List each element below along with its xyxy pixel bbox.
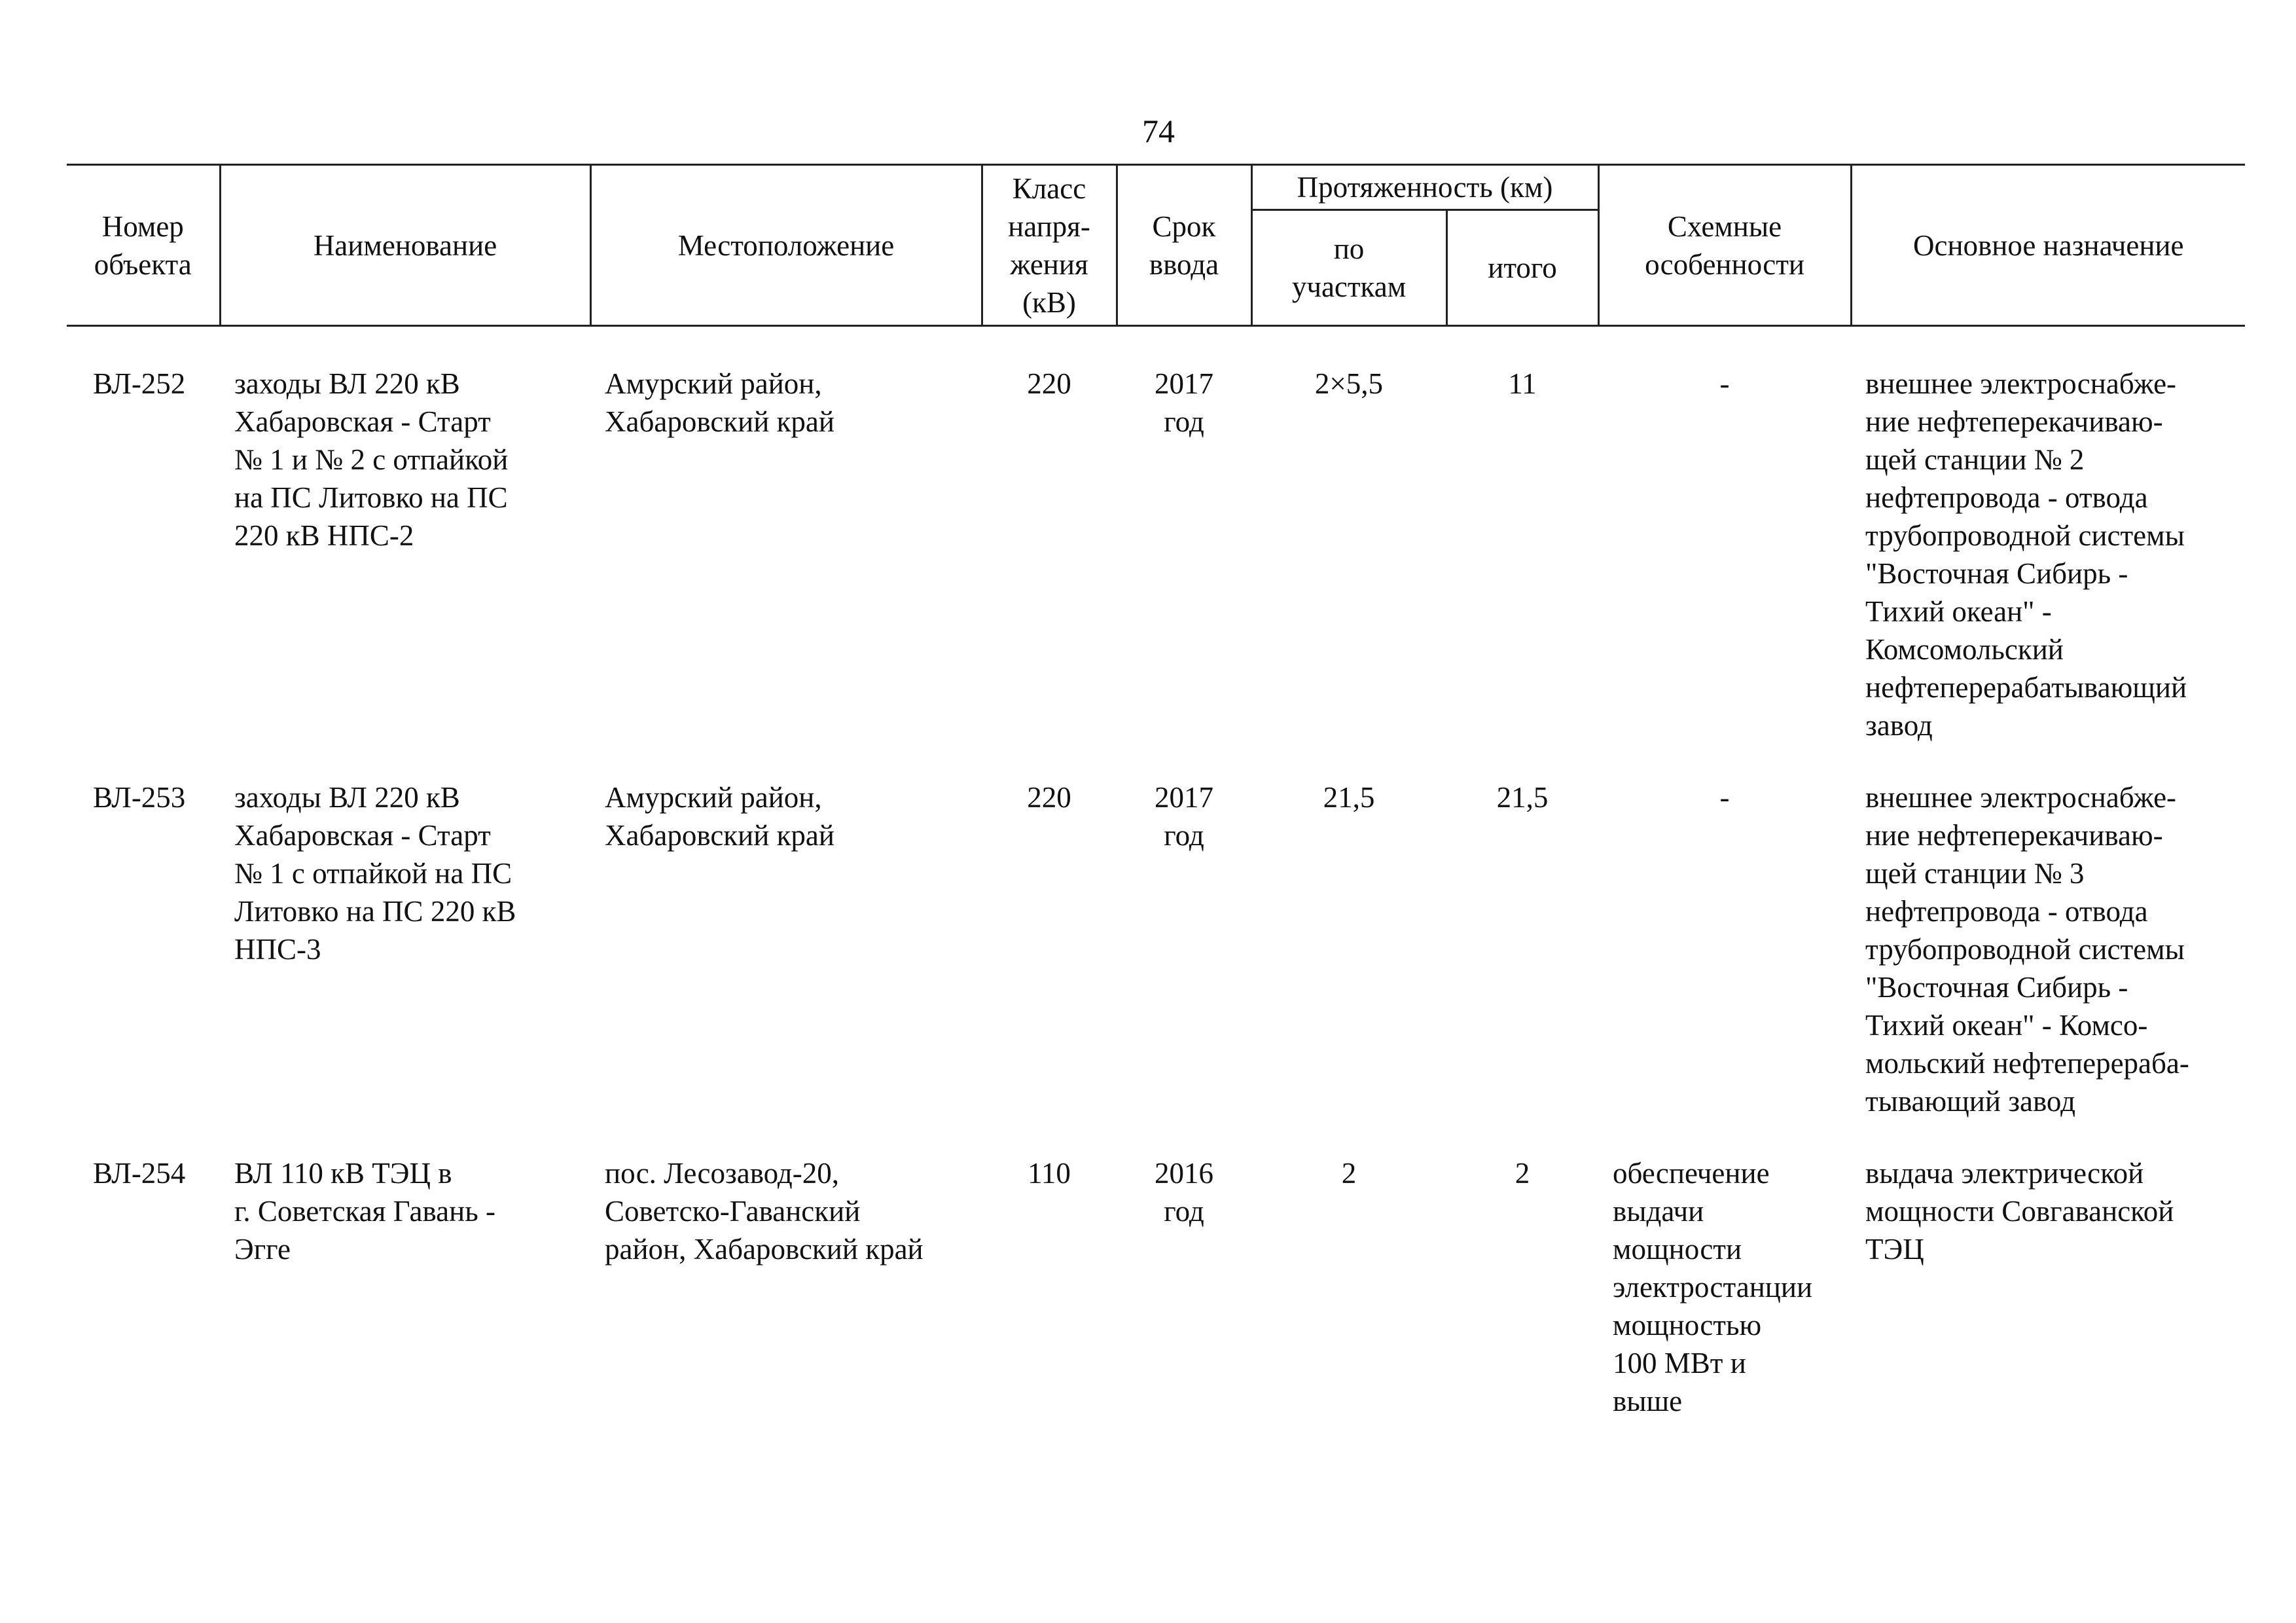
- header-location: Местоположение: [590, 165, 982, 326]
- object-name: ВЛ 110 кВ ТЭЦ в г. Советская Гавань - Эгге: [234, 1157, 495, 1266]
- object-length-total: 11: [1508, 367, 1537, 400]
- header-purpose: Основное назначение: [1851, 165, 2245, 326]
- header-length-total: итого: [1446, 210, 1598, 326]
- object-length-total: 21,5: [1496, 781, 1549, 814]
- header-length-group: Протяженность (км): [1251, 165, 1598, 210]
- object-location: Амурский район, Хабаровский край: [605, 367, 834, 438]
- row-spacer: [67, 1120, 2245, 1154]
- object-name: заходы ВЛ 220 кВ Хабаровская - Старт № 1 и № 2 с отпайкой на ПС Литовко на ПС 220 кВ НПС-2: [234, 367, 509, 552]
- object-name: заходы ВЛ 220 кВ Хабаровская - Старт № 1 с отпайкой на ПС Литовко на ПС 220 кВ НПС-3: [234, 781, 516, 966]
- table-row: [67, 326, 2245, 745]
- object-purpose: внешнее электроснабже- ние нефтеперекачиваю- щей станции № 2 нефтепровода - отвода трубопроводной системы "Восточная Сибирь - Тихий океан" - Комсомольский нефтеперерабатывающий завод: [1865, 367, 2187, 742]
- object-term: 2016 год: [1155, 1157, 1213, 1228]
- object-purpose: внешнее электроснабже- ние нефтеперекачиваю- щей станции № 3 нефтепровода - отвода трубопроводной системы "Восточная Сибирь - Тихий океан" - Комсо- мольский нефтеперераба- тывающий завод: [1865, 781, 2189, 1118]
- object-scheme: -: [1719, 781, 1730, 814]
- page-number: 74: [1142, 113, 1175, 149]
- table-header: [67, 165, 2245, 326]
- header-object-no: Номер объекта: [67, 165, 220, 326]
- objects-table: [67, 164, 2245, 1420]
- header-length-sections: по участкам: [1251, 210, 1446, 326]
- object-scheme: -: [1719, 367, 1730, 400]
- table-row: [67, 1154, 2245, 1420]
- object-scheme: обеспечение выдачи мощности электростанции мощностью 100 МВт и выше: [1613, 1157, 1813, 1417]
- object-id: ВЛ-254: [93, 1157, 186, 1190]
- header-name: Наименование: [220, 165, 590, 326]
- object-length-sections: 2×5,5: [1314, 367, 1384, 400]
- object-location: пос. Лесозавод-20, Советско-Гаванский район, Хабаровский край: [605, 1157, 924, 1266]
- header-scheme: Схемные особенности: [1598, 165, 1851, 326]
- object-purpose: выдача электрической мощности Совгаванской ТЭЦ: [1865, 1157, 2174, 1266]
- object-voltage: 220: [1027, 781, 1071, 814]
- object-id: ВЛ-253: [93, 781, 186, 814]
- row-spacer: [67, 744, 2245, 778]
- object-term: 2017 год: [1155, 781, 1213, 852]
- object-length-sections: 21,5: [1323, 781, 1375, 814]
- object-length-total: 2: [1515, 1157, 1530, 1190]
- header-voltage: Класс напря- жения (кВ): [982, 165, 1117, 326]
- object-location: Амурский район, Хабаровский край: [605, 781, 834, 852]
- object-id: ВЛ-252: [93, 367, 186, 400]
- object-voltage: 110: [1028, 1157, 1071, 1190]
- object-term: 2017 год: [1155, 367, 1213, 438]
- header-term: Срок ввода: [1117, 165, 1251, 326]
- object-length-sections: 2: [1341, 1157, 1357, 1190]
- object-voltage: 220: [1027, 367, 1071, 400]
- table-row: [67, 778, 2245, 1120]
